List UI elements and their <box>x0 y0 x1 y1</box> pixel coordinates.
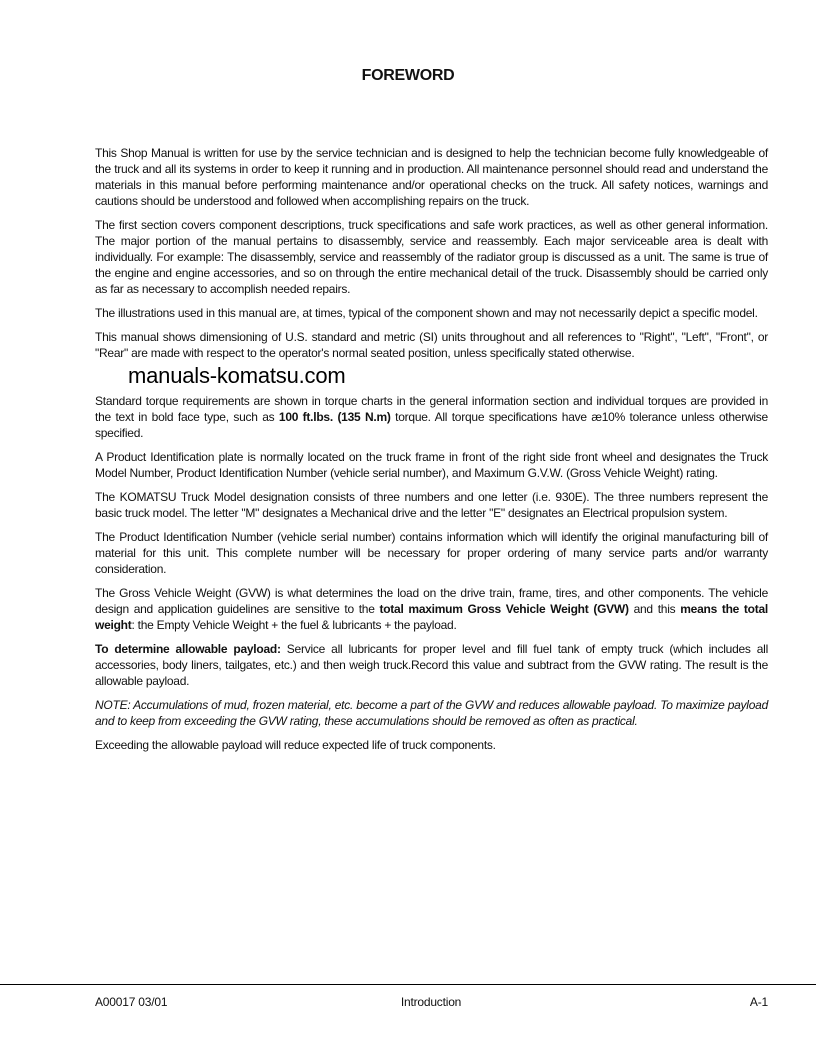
text: : the Empty Vehicle Weight + the fuel & lubricants + the payload. <box>131 618 457 632</box>
watermark: manuals-komatsu.com <box>128 363 346 388</box>
footer-divider <box>0 984 816 985</box>
text: Service all lubricants for proper level and fill fuel tank of empty truck (which includes all accessories, body liners, tailgates, etc.) and then weigh truck.Record this value and subtract from the GVW rating. The result is the allowable payload. <box>95 642 768 688</box>
text: The Gross Vehicle Weight (GVW) is what determines the load on the drive train, frame, tires, and other components. The vehicle design and application guidelines are sensitive to the <box>95 586 768 616</box>
footer-section: Introduction <box>400 995 462 1009</box>
bold-lead: To determine allowable payload: <box>95 642 281 656</box>
text: torque. All torque specifications have æ10% tolerance unless otherwise specified. <box>95 410 768 440</box>
paragraph-purpose: This Shop Manual is written for use by the service technician and is designed to help the technician become fully knowledgeable of the truck and all its systems in order to keep it running and in production. All maintenance personnel should read and understand the materials in this manual before performing maintenance and/or operational checks on the truck. All safety notices, warnings and cautions should be understood and followed when accomplishing repairs on the truck. <box>95 146 768 208</box>
footer-page-number: A-1 <box>749 995 768 1009</box>
paragraph-model-designation: The KOMATSU Truck Model designation consists of three numbers and one letter (i.e. 930E). The three numbers represent the basic truck model. The letter "M" designates a Mechanical drive and the letter "E" designates an Electrical propulsion system. <box>95 490 768 520</box>
footer-doc-code: A00017 03/01 <box>95 995 168 1009</box>
page-title: FOREWORD <box>361 67 455 84</box>
paragraph-units: This manual shows dimensioning of U.S. standard and metric (SI) units throughout and all references to "Right", "Left", "Front", or "Rear" are made with respect to the operator's normal seated position, unless specifically stated otherwise. <box>95 330 768 360</box>
paragraph-sections: The first section covers component descriptions, truck specifications and safe work practices, as well as other general information. The major portion of the manual pertains to disassembly, service and reassembly. Each major serviceable area is dealt with individually. For example: The disassembly, service and reassembly of the radiator group is discussed as a unit. The same is true of the engine and engine accessories, and so on through the entire mechanical detail of the truck. Disassembly should be carried only as far as necessary to accomplish needed repairs. <box>95 218 768 296</box>
bold-text: means the total weight <box>95 602 768 632</box>
foreword-body <box>95 145 768 761</box>
paragraph-torque <box>95 393 768 441</box>
paragraph-allowable-payload <box>95 641 768 689</box>
paragraph-note: NOTE: Accumulations of mud, frozen material, etc. become a part of the GVW and reduces allowable payload. To maximize payload and to keep from exceeding the GVW rating, these accumulations should be removed as often as practical. <box>95 698 768 728</box>
text: Standard torque requirements are shown in torque charts in the general information section and individual torques are provided in the text in bold face type, such as <box>95 394 768 424</box>
paragraph-id-plate: A Product Identification plate is normally located on the truck frame in front of the right side front wheel and designates the Truck Model Number, Product Identification Number (vehicle serial number), and Maximum G.V.W. (Gross Vehicle Weight) rating. <box>95 450 768 480</box>
paragraph-illustrations: The illustrations used in this manual are, at times, typical of the component shown and may not necessarily depict a specific model. <box>95 306 758 320</box>
paragraph-gvw <box>95 585 768 633</box>
bold-torque-example: 100 ft.lbs. (135 N.m) <box>278 410 391 424</box>
bold-text: total maximum Gross Vehicle Weight (GVW) <box>379 602 629 616</box>
text: and this <box>628 602 681 616</box>
paragraph-warning: Exceeding the allowable payload will reduce expected life of truck components. <box>95 738 496 752</box>
paragraph-serial-number: The Product Identification Number (vehicle serial number) contains information which will identify the original manufacturing bill of material for this unit. This complete number will be necessary for proper ordering of many service parts and/or warranty consideration. <box>95 530 768 576</box>
